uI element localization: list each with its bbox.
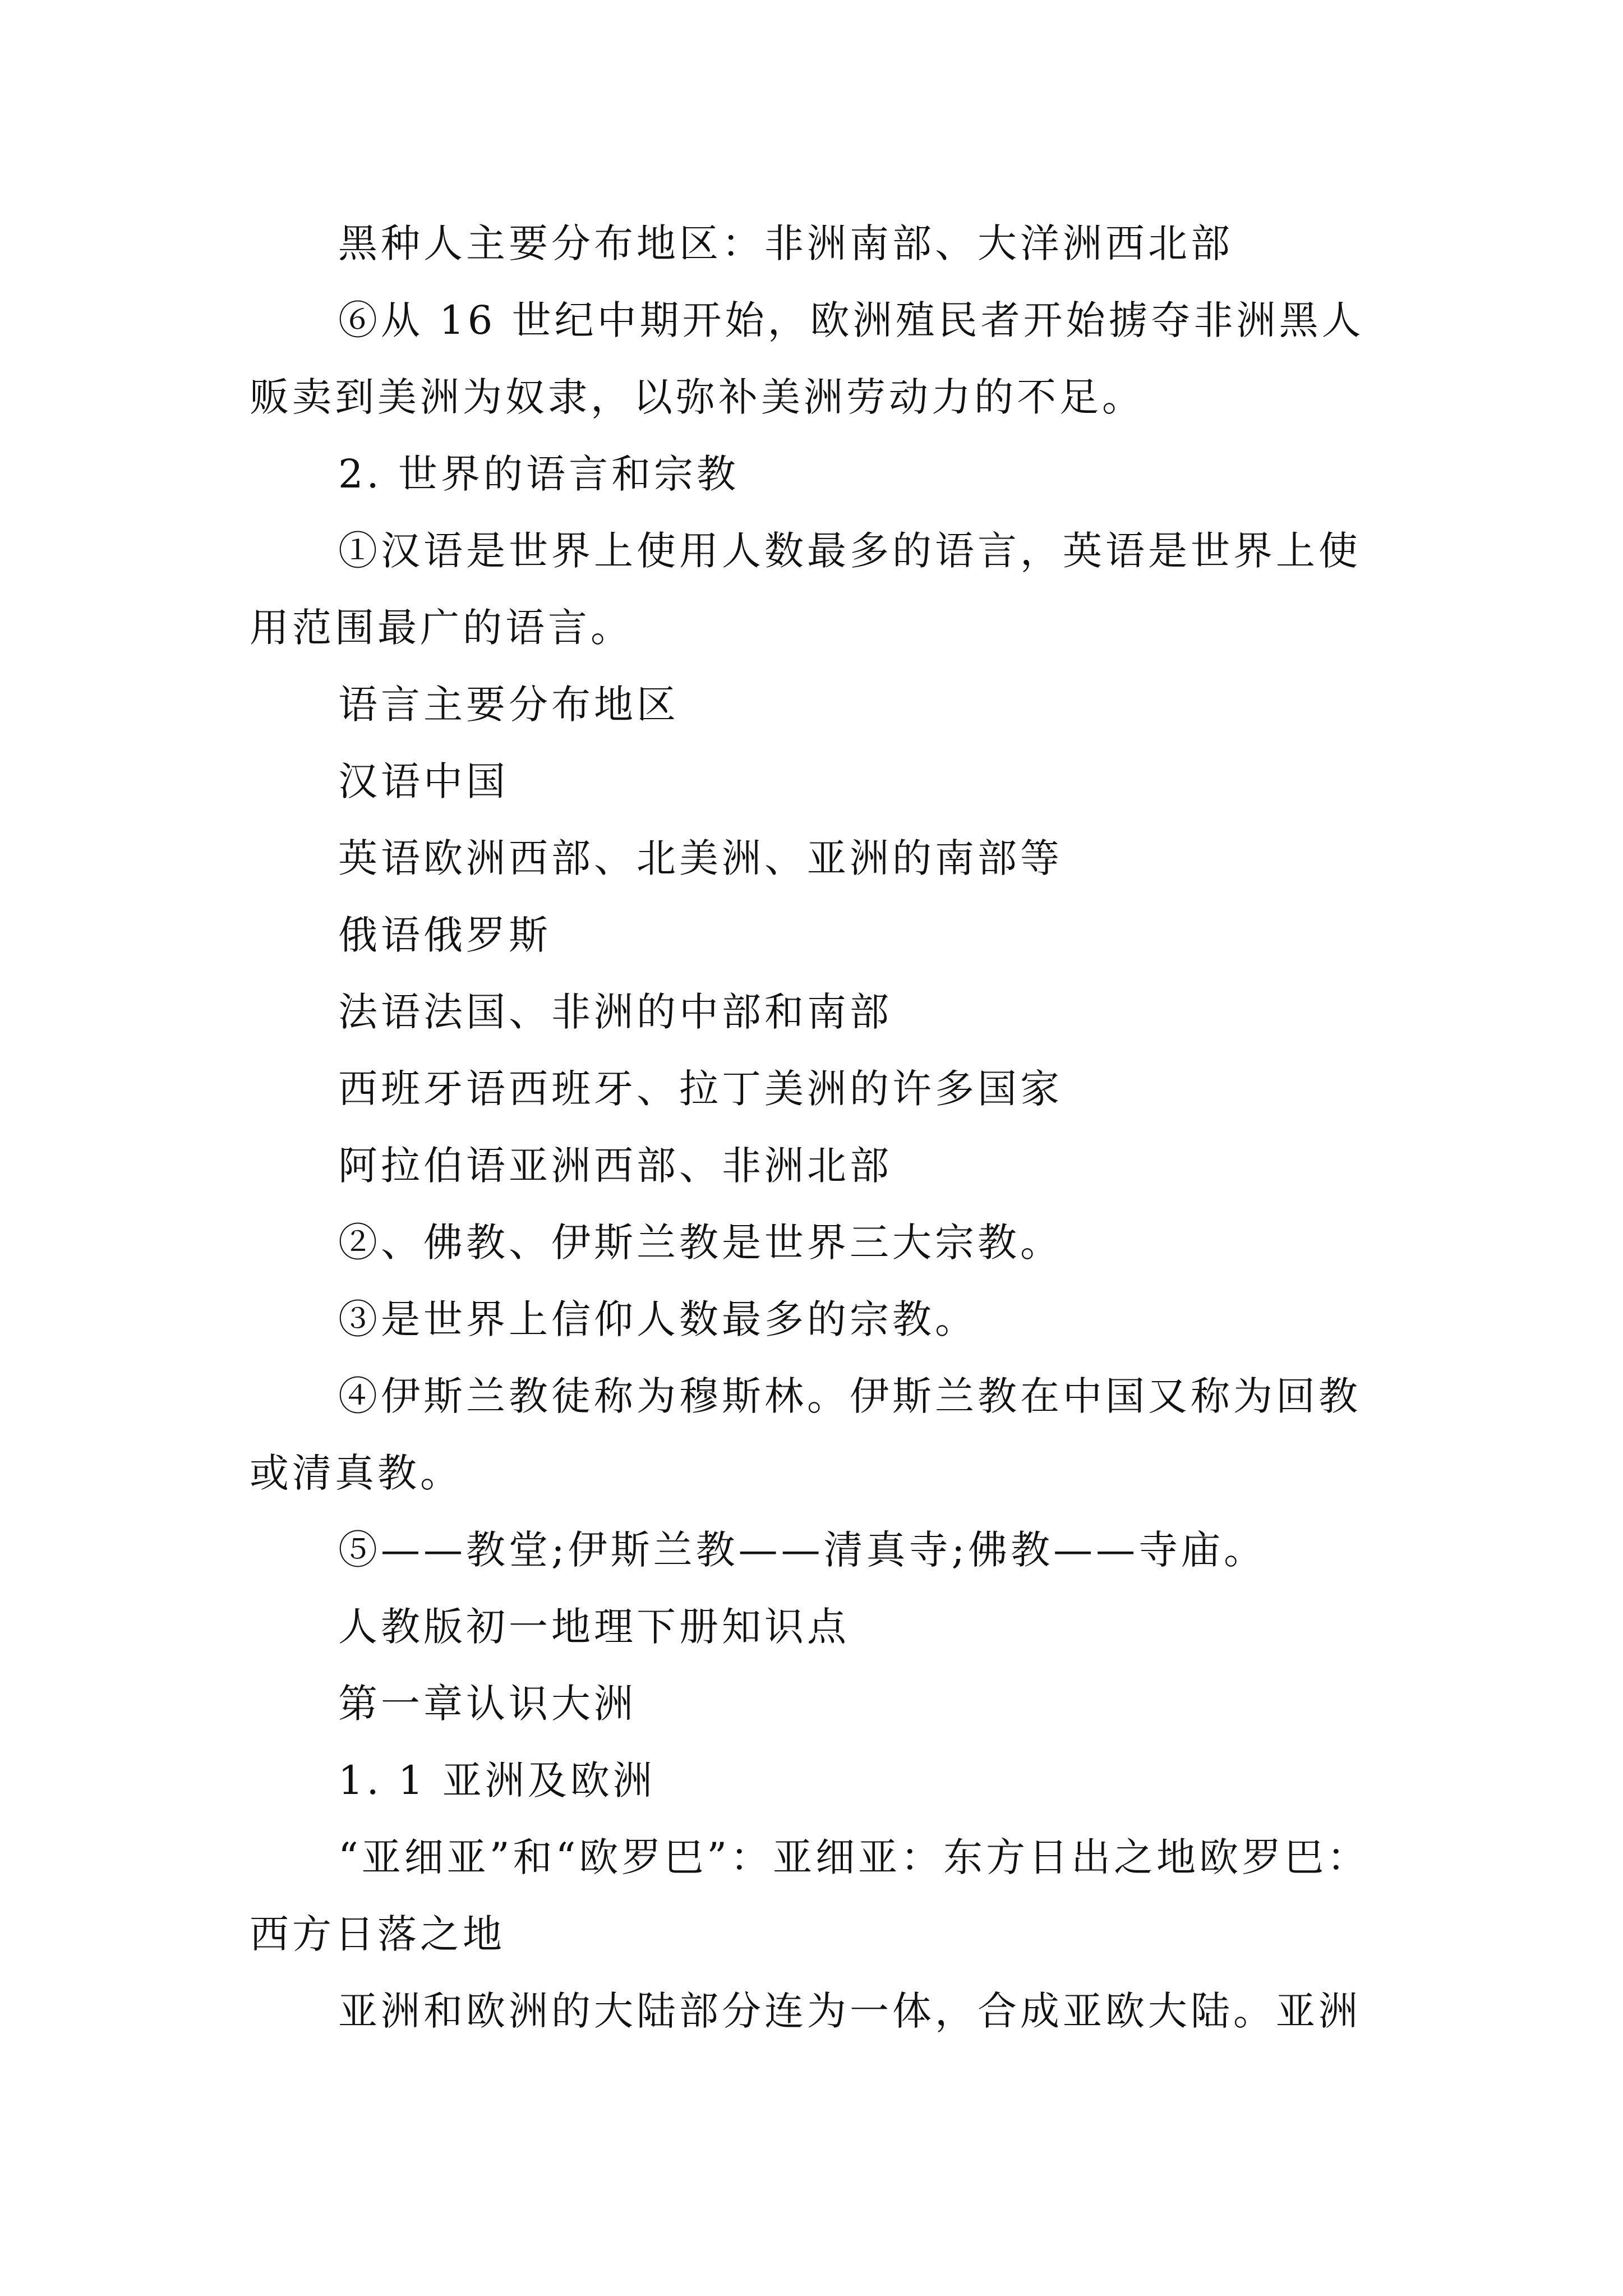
paragraph: 亚洲和欧洲的大陆部分连为一体，合成亚欧大陆。亚洲 xyxy=(338,1988,1361,2034)
paragraph: 第一章认识大洲 xyxy=(338,1681,637,1727)
paragraph: “亚细亚”和“欧罗巴”：亚细亚：东方日出之地欧罗巴：西方日落之地 xyxy=(250,1834,1370,1957)
paragraph: ⑤——教堂;伊斯兰教——清真寺;佛教——寺庙。 xyxy=(338,1527,1267,1573)
document-body xyxy=(250,205,1388,2050)
paragraph: 汉语中国 xyxy=(338,758,509,804)
paragraph: 人教版初一地理下册知识点 xyxy=(338,1604,850,1650)
paragraph: 2. 世界的语言和宗教 xyxy=(338,451,740,497)
paragraph: 1. 1 亚洲及欧洲 xyxy=(338,1757,656,1803)
paragraph: ④伊斯兰教徒称为穆斯林。伊斯兰教在中国又称为回教或清真教。 xyxy=(250,1373,1361,1496)
paragraph: 语言主要分布地区 xyxy=(338,682,679,728)
paragraph: ①汉语是世界上使用人数最多的语言，英语是世界上使用范围最广的语言。 xyxy=(250,528,1361,651)
paragraph: ②、佛教、伊斯兰教是世界三大宗教。 xyxy=(338,1220,1063,1266)
paragraph: 俄语俄罗斯 xyxy=(338,912,551,958)
paragraph: 法语法国、非洲的中部和南部 xyxy=(338,989,892,1035)
paragraph: 西班牙语西班牙、拉丁美洲的许多国家 xyxy=(338,1066,1063,1112)
paragraph: 阿拉伯语亚洲西部、非洲北部 xyxy=(338,1143,892,1189)
paragraph: 英语欧洲西部、北美洲、亚洲的南部等 xyxy=(338,835,1063,881)
paragraph: ⑥从 16 世纪中期开始，欧洲殖民者开始掳夺非洲黑人贩卖到美洲为奴隶，以弥补美洲劳动力的不足。 xyxy=(250,297,1364,420)
paragraph: ③是世界上信仰人数最多的宗教。 xyxy=(338,1296,978,1342)
paragraph: 黑种人主要分布地区：非洲南部、大洋洲西北部 xyxy=(338,220,1233,266)
